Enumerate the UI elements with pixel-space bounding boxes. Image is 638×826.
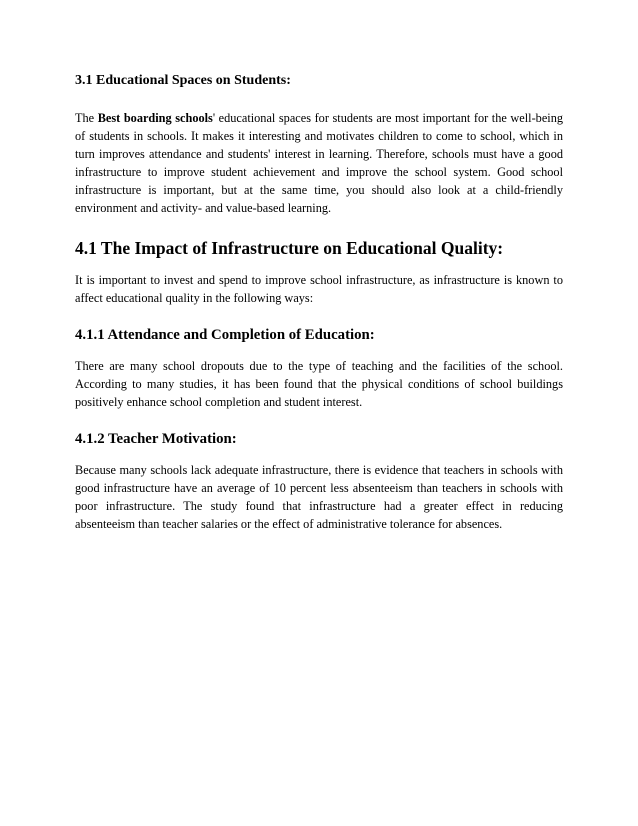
heading-3-1: 3.1 Educational Spaces on Students: [75, 73, 291, 88]
paragraph-4-1-1: There are many school dropouts due to the type of teaching and the facilities of the school. According to many studies, it has been found that the physical conditions of school buildings positively enhance school completion and student interest. [75, 359, 563, 409]
paragraph-4-1-2: Because many schools lack adequate infrastructure, there is evidence that teachers in schools with good infrastructure have an average of 10 percent less absenteeism than teachers in schools with poor infrastructure. The study found that infrastructure had a greater effect in reducing absenteeism than teacher salaries or the effect of administrative tolerance for absences. [75, 463, 563, 531]
paragraph-3-1-rest: ' educational spaces for students are most important for the well-being of students in schools. It makes it interesting and motivates children to come to school, which in turn improves attendance and students' interest in learning. Therefore, schools must have a good infrastructure to improve student achievement and improve the school system. Good school infrastructure is important, but at the same time, you should also look at a child-friendly environment and activity- and value-based learning. [75, 111, 563, 215]
heading-4-1-1: 4.1.1 Attendance and Completion of Education: [75, 327, 375, 343]
best-boarding-schools-link-text: Best boarding schools [97, 111, 213, 125]
paragraph-4-1: It is important to invest and spend to improve school infrastructure, as infrastructure is known to affect educational quality in the following ways: [75, 273, 563, 305]
heading-4-1: 4.1 The Impact of Infrastructure on Educational Quality: [75, 238, 504, 258]
heading-4-1-2: 4.1.2 Teacher Motivation: [75, 431, 237, 447]
paragraph-3-1-lead: The [75, 111, 98, 125]
document-content [75, 72, 563, 552]
paragraph-3-1 [75, 109, 563, 217]
